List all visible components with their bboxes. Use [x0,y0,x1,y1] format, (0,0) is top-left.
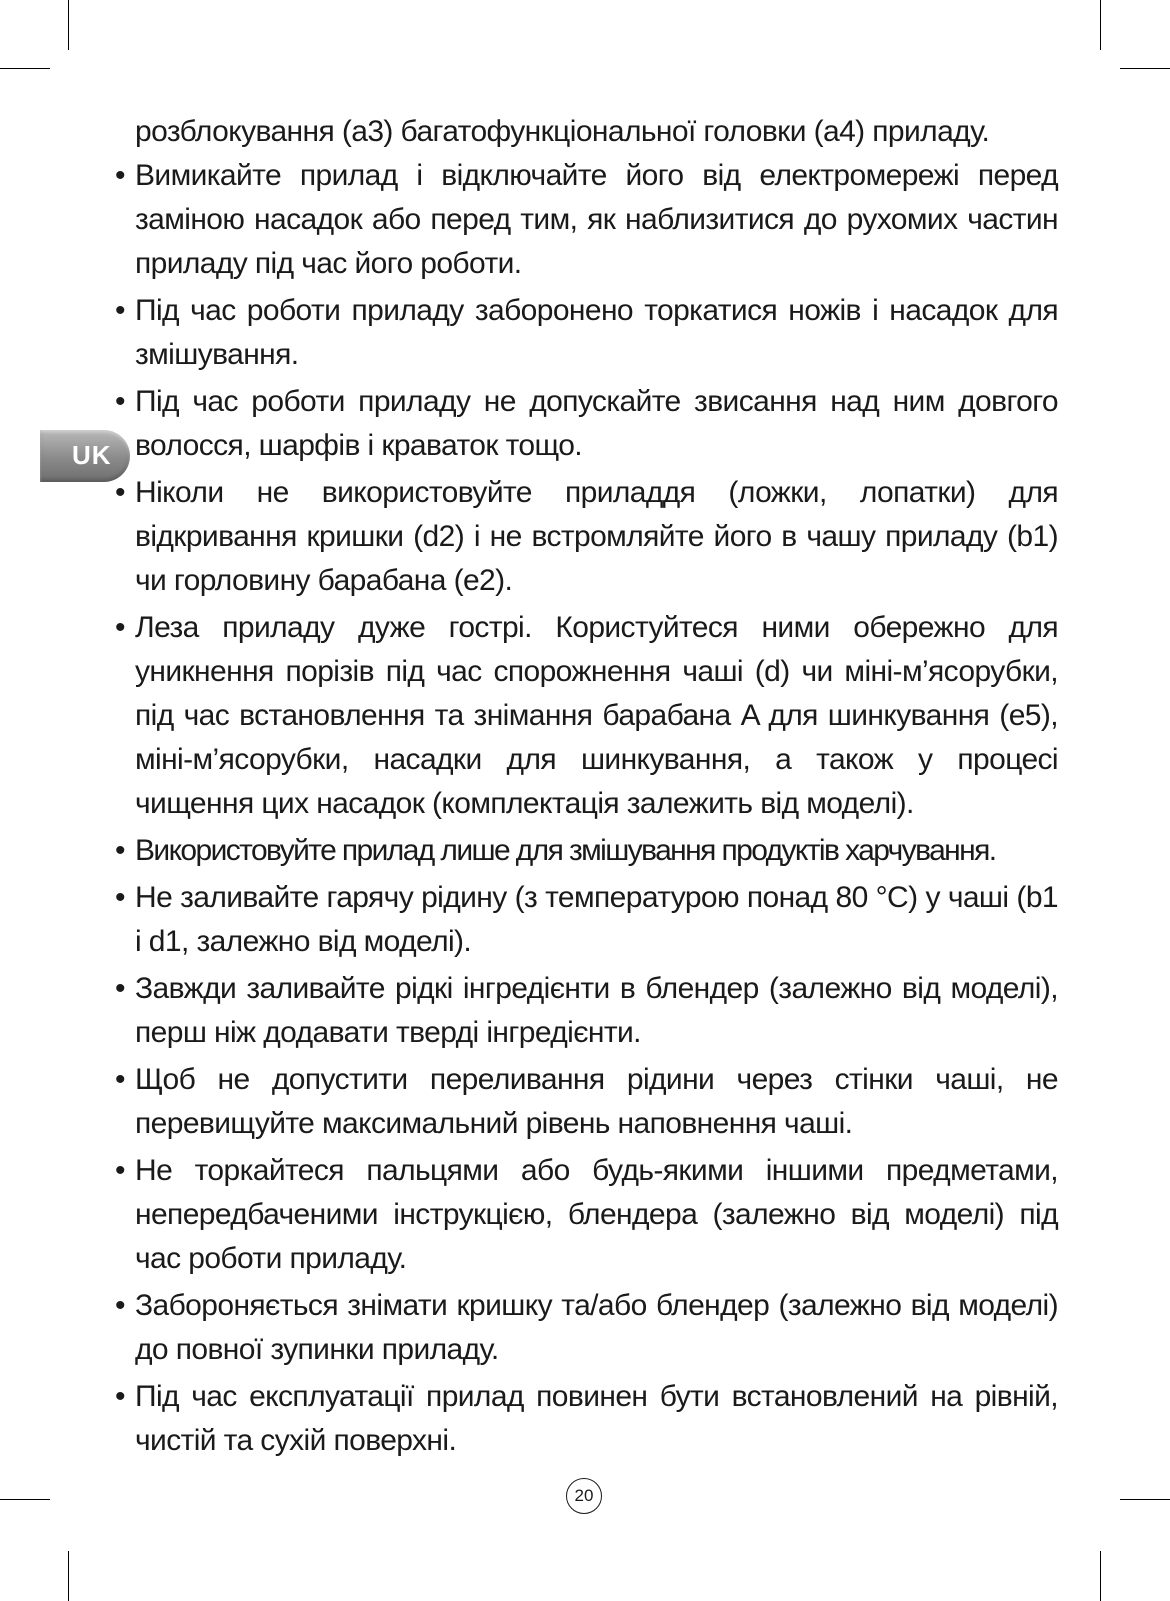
bullet-dot: • [115,294,125,327]
bullet-dot: • [115,476,125,509]
safety-instructions [115,110,1058,1466]
crop-mark-top-left-h [0,68,50,69]
crop-mark-bottom-right [1100,1551,1101,1601]
bullet-item [115,1375,1058,1463]
bullet-text: Використовуйте прилад лише для змішування продуктів харчування. [135,834,996,867]
bullet-item [115,380,1058,468]
crop-mark-bottom-left [68,1551,69,1601]
bullet-item [115,1284,1058,1372]
page-number [566,1478,602,1514]
bullet-text: Не торкайтеся пальцями або будь-якими іншими предметами, непередбаченими інструкцією, блендера (залежно від моделі) під час роботи приладу. [135,1154,1058,1275]
bullet-dot: • [115,1154,125,1187]
bullet-dot: • [115,159,125,192]
bullet-item [115,471,1058,603]
bullet-item [115,876,1058,964]
bullet-item [115,606,1058,826]
bullet-text: Забороняється знімати кришку та/або блендер (залежно від моделі) до повної зупинки приладу. [135,1289,1058,1366]
bullet-text: Леза приладу дуже гострі. Користуйтеся ними обережно для уникнення порізів під час спорожнення чаші (d) чи міні-м’ясорубки, під час встановлення та знімання барабана A для шинкування (e5), міні-м’ясорубки, насадки для шинкування, а також у процесі чищення цих насадок (комплектація залежить від моделі). [135,611,1058,820]
bullet-item [115,829,1058,873]
crop-mark-top-left [68,0,69,50]
bullet-text: Ніколи не використовуйте приладдя (ложки, лопатки) для відкривання кришки (d2) і не встромляйте його в чашу приладу (b1) чи горловину барабана (e2). [135,476,1058,597]
crop-mark-bottom-right-h [1120,1499,1170,1500]
bullet-text: Під час роботи приладу не допускайте звисання над ним довгого волосся, шарфів і краваток тощо. [135,385,1058,462]
crop-mark-top-right [1100,0,1101,50]
bullet-item [115,1058,1058,1146]
bullet-dot: • [115,881,125,914]
bullet-text: Не заливайте гарячу рідину (з температурою понад 80 °C) у чаші (b1 і d1, залежно від моделі). [135,881,1058,958]
bullet-dot: • [115,1063,125,1096]
bullet-dot: • [115,1289,125,1322]
bullet-item [115,1149,1058,1281]
continuation-line: розблокування (a3) багатофункціональної головки (a4) приладу. [135,115,990,148]
crop-mark-bottom-left-h [0,1499,50,1500]
language-tab-label: UK [72,440,112,470]
bullet-dot: • [115,611,125,644]
bullet-item [115,289,1058,377]
bullet-item [115,967,1058,1055]
bullet-text: Завжди заливайте рідкі інгредієнти в блендер (залежно від моделі), перш ніж додавати тверді інгредієнти. [135,972,1058,1049]
bullet-dot: • [115,1380,125,1413]
page-number-text: 20 [574,1486,594,1505]
bullet-text: Під час роботи приладу заборонено торкатися ножів і насадок для змішування. [135,294,1058,371]
bullet-item [115,154,1058,286]
bullet-text: Вимикайте прилад і відключайте його від електромережі перед заміною насадок або перед тим, як наблизитися до рухомих частин приладу під час його роботи. [135,159,1058,280]
crop-mark-top-right-h [1120,68,1170,69]
bullet-dot: • [115,834,125,867]
bullet-dot: • [115,972,125,1005]
bullet-text: Щоб не допустити переливання рідини через стінки чаші, не перевищуйте максимальний рівень наповнення чаші. [135,1063,1058,1140]
bullet-list [115,154,1058,1463]
bullet-text: Під час експлуатації прилад повинен бути встановлений на рівній, чистій та сухій поверхні. [135,1380,1058,1457]
bullet-dot: • [115,385,125,418]
